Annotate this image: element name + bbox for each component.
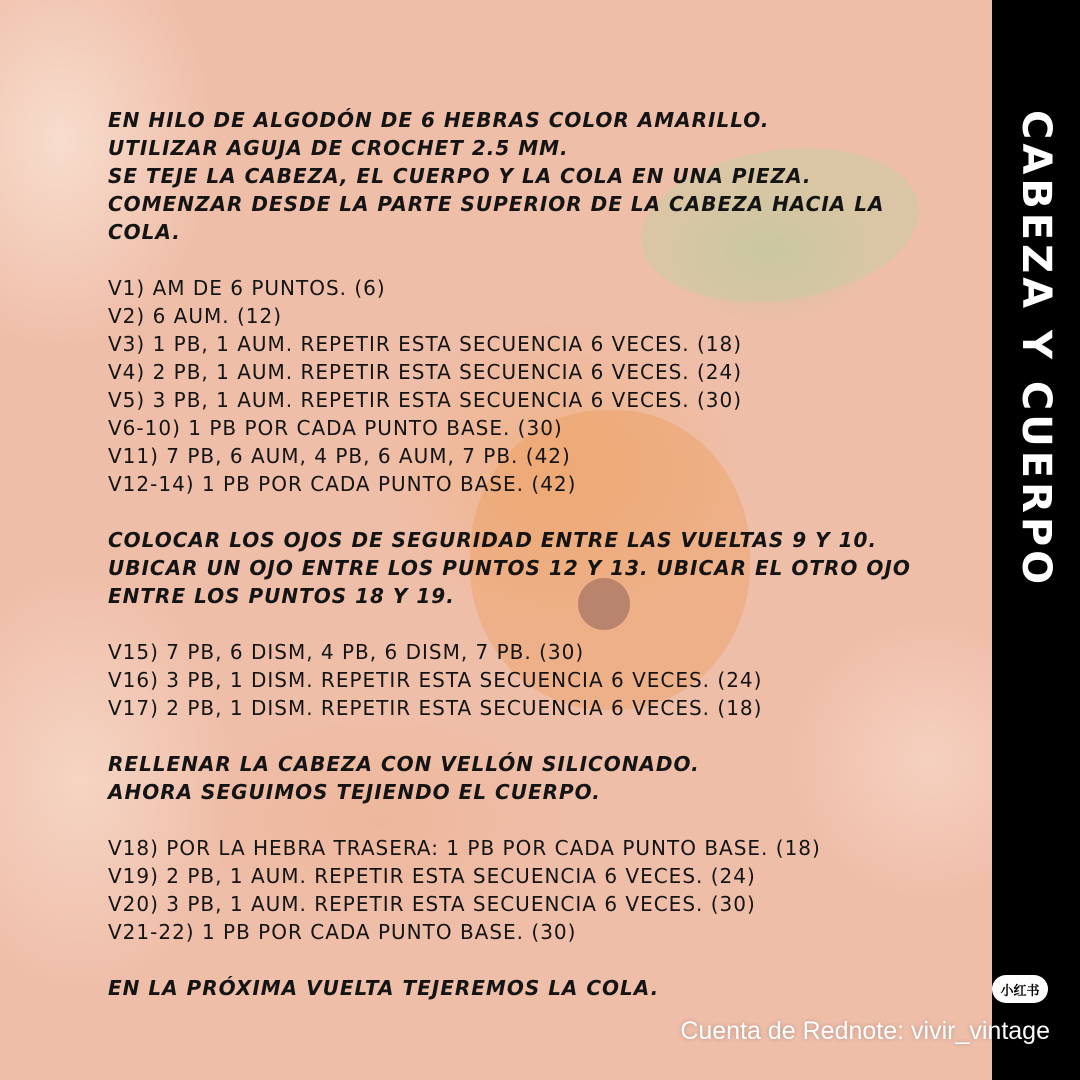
block-spacer xyxy=(108,610,938,638)
note-line: RELLENAR LA CABEZA CON VELLÓN SILICONADO. xyxy=(108,752,700,776)
watermark-credit: Cuenta de Rednote: vivir_vintage xyxy=(680,1017,1050,1045)
round-line: V21-22) 1 PB POR CADA PUNTO BASE. (30) xyxy=(108,920,577,944)
side-title: CABEZA Y CUERPO xyxy=(1013,110,1059,589)
note-line: UBICAR UN OJO ENTRE LOS PUNTOS 12 Y 13. UBICAR EL OTRO OJO xyxy=(108,556,911,580)
round-line: V3) 1 PB, 1 AUM. REPETIR ESTA SECUENCIA 6 VECES. (18) xyxy=(108,332,743,356)
note-line: COMENZAR DESDE LA PARTE SUPERIOR DE LA CABEZA HACIA LA xyxy=(108,192,885,216)
round-steps xyxy=(108,638,938,722)
note-line: ENTRE LOS PUNTOS 18 Y 19. xyxy=(108,584,455,608)
round-line: V2) 6 AUM. (12) xyxy=(108,304,282,328)
instruction-note xyxy=(108,106,938,246)
pattern-instructions xyxy=(108,106,938,1002)
round-line: V19) 2 PB, 1 AUM. REPETIR ESTA SECUENCIA 6 VECES. (24) xyxy=(108,864,756,888)
note-line: COLOCAR LOS OJOS DE SEGURIDAD ENTRE LAS VUELTAS 9 Y 10. xyxy=(108,528,878,552)
round-line: V1) AM DE 6 PUNTOS. (6) xyxy=(108,276,386,300)
block-spacer xyxy=(108,246,938,274)
note-line: AHORA SEGUIMOS TEJIENDO EL CUERPO. xyxy=(108,780,601,804)
round-line: V5) 3 PB, 1 AUM. REPETIR ESTA SECUENCIA 6 VECES. (30) xyxy=(108,388,743,412)
instruction-note xyxy=(108,750,938,806)
instruction-note xyxy=(108,974,938,1002)
round-line: V15) 7 PB, 6 DISM, 4 PB, 6 DISM, 7 PB. (30) xyxy=(108,640,585,664)
note-line: COLA. xyxy=(108,220,181,244)
round-line: V18) POR LA HEBRA TRASERA: 1 PB POR CADA PUNTO BASE. (18) xyxy=(108,836,821,860)
note-line: EN HILO DE ALGODÓN DE 6 HEBRAS COLOR AMARILLO. xyxy=(108,108,770,132)
round-steps xyxy=(108,834,938,946)
round-line: V11) 7 PB, 6 AUM, 4 PB, 6 AUM, 7 PB. (42) xyxy=(108,444,571,468)
round-steps xyxy=(108,274,938,498)
note-line: EN LA PRÓXIMA VUELTA TEJEREMOS LA COLA. xyxy=(108,976,660,1000)
block-spacer xyxy=(108,498,938,526)
rednote-logo: 小红书 xyxy=(992,975,1048,1003)
round-line: V12-14) 1 PB POR CADA PUNTO BASE. (42) xyxy=(108,472,577,496)
round-line: V20) 3 PB, 1 AUM. REPETIR ESTA SECUENCIA 6 VECES. (30) xyxy=(108,892,756,916)
instruction-note xyxy=(108,526,938,610)
round-line: V4) 2 PB, 1 AUM. REPETIR ESTA SECUENCIA 6 VECES. (24) xyxy=(108,360,743,384)
block-spacer xyxy=(108,806,938,834)
round-line: V17) 2 PB, 1 DISM. REPETIR ESTA SECUENCIA 6 VECES. (18) xyxy=(108,696,763,720)
round-line: V16) 3 PB, 1 DISM. REPETIR ESTA SECUENCIA 6 VECES. (24) xyxy=(108,668,763,692)
note-line: SE TEJE LA CABEZA, EL CUERPO Y LA COLA EN UNA PIEZA. xyxy=(108,164,812,188)
round-line: V6-10) 1 PB POR CADA PUNTO BASE. (30) xyxy=(108,416,563,440)
block-spacer xyxy=(108,946,938,974)
note-line: UTILIZAR AGUJA DE CROCHET 2.5 MM. xyxy=(108,136,569,160)
block-spacer xyxy=(108,722,938,750)
